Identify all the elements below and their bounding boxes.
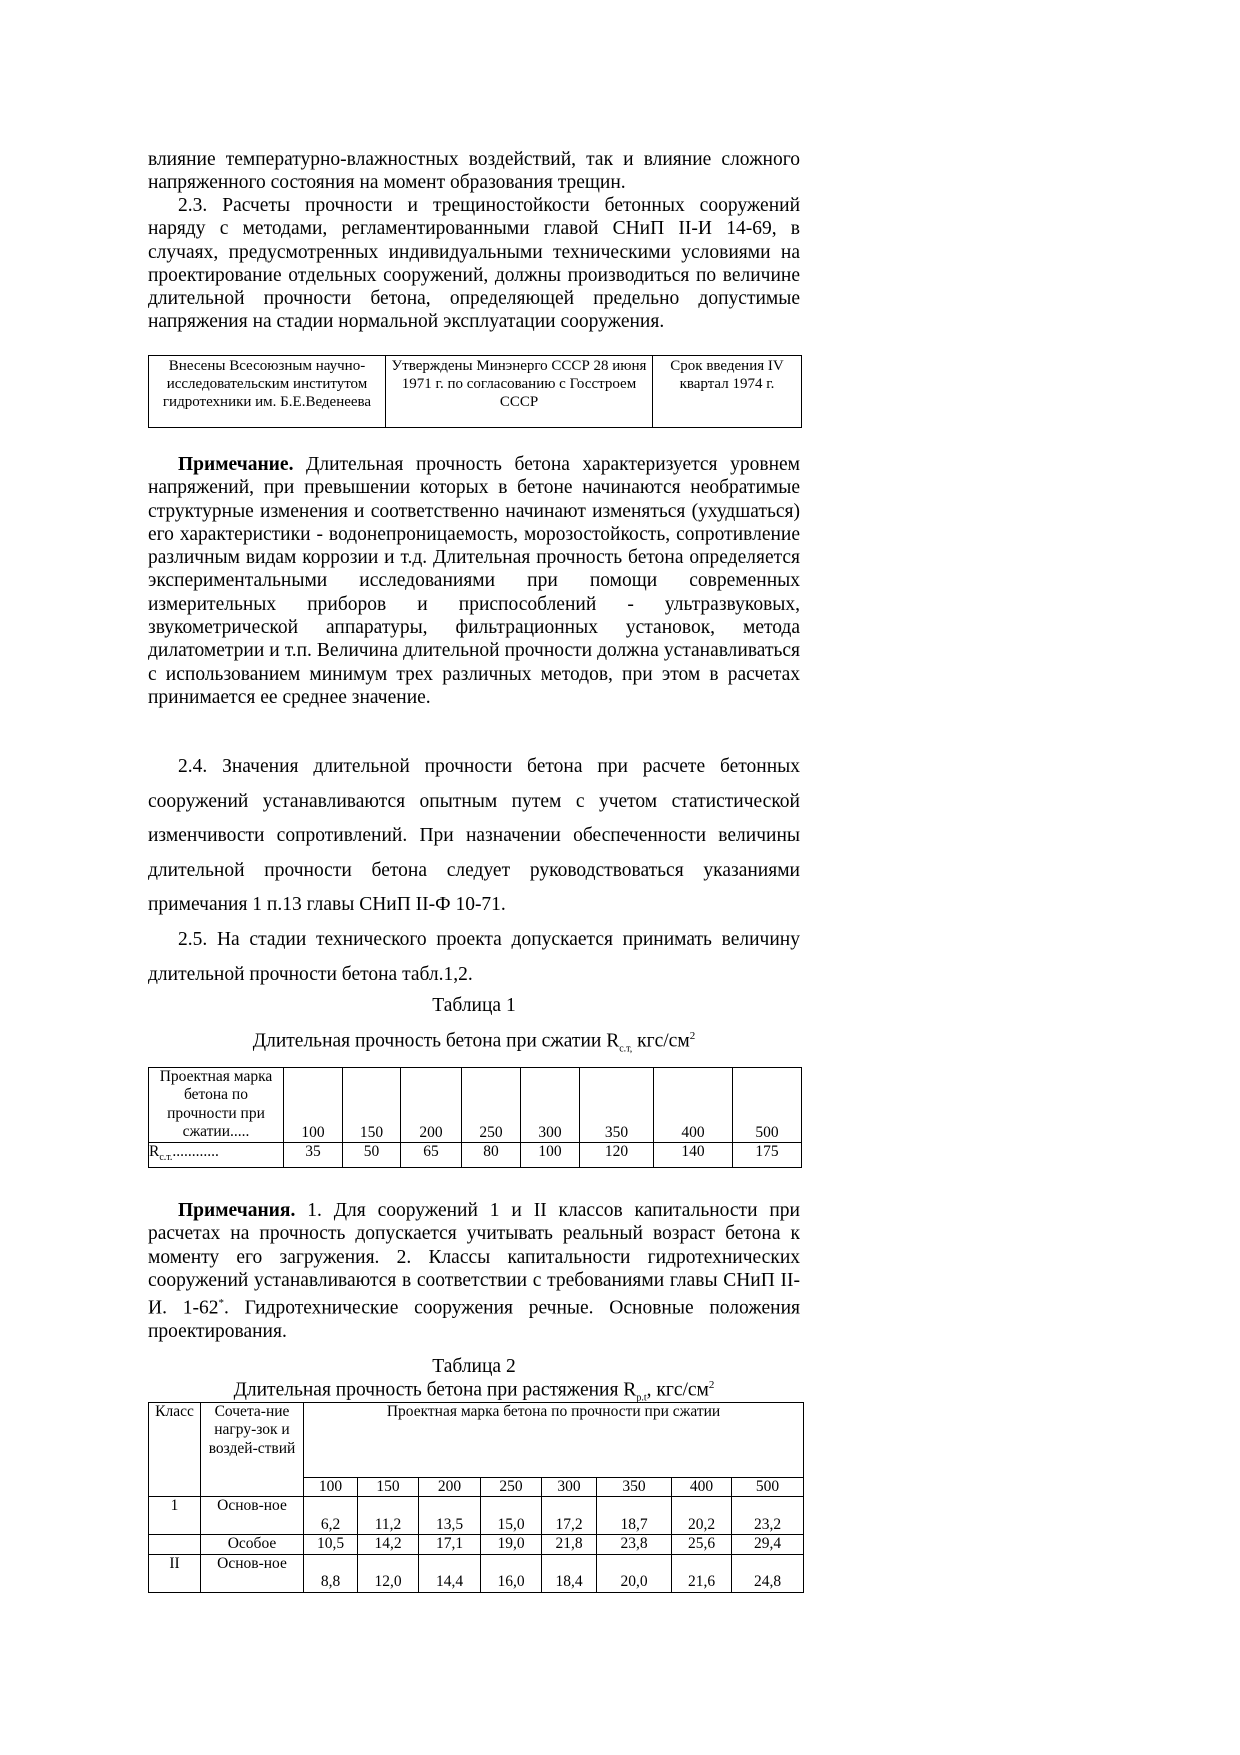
- table-row: [149, 1554, 804, 1592]
- table-1-title-text: Длительная прочность бетона при сжатии R: [252, 1030, 620, 1052]
- paragraph-2-3: 2.3. Расчеты прочности и трещиностойкости бетонных сооружений наряду с методами, регламентированными главой СНиП II-И 14-69, в случаях, предусмотренных индивидуальными техническими условиями на проектирование отдельных сооружений, должны производиться по величине длительной прочности бетона, определяющей предельно допустимые напряжения на стадии нормальной эксплуатации сооружения.: [148, 195, 800, 333]
- table-1-value: 35: [284, 1143, 343, 1168]
- table-2-title-sub: p.t: [636, 1392, 647, 1404]
- table-1-title-sup: 2: [689, 1030, 696, 1042]
- note-2-text-a: 1. Для сооружений 1 и II классов капитальности при расчетах на прочность допускается учитывать реальный возраст бетона к моменту его загружения. 2. Классы капитальности гидротехнических сооружений устанавливаются в соответствии с требованиями главы СНиП II-И. 1-62: [148, 1200, 800, 1319]
- table-2-value: 6,2: [304, 1497, 358, 1535]
- table-2-value: 20,2: [672, 1497, 732, 1535]
- table-2-title-sup: 2: [708, 1379, 715, 1391]
- table-2-class-cell: II: [149, 1554, 201, 1592]
- table-2-title-unit: , кгс/см: [646, 1379, 709, 1401]
- table-2-value: 20,0: [597, 1554, 672, 1592]
- table-2-value: 23,2: [732, 1497, 804, 1535]
- header-effective-date: Срок введения IV квартал 1974 г.: [653, 356, 802, 428]
- table-2-class-cell: [149, 1535, 201, 1554]
- table-1-grade: 250: [462, 1068, 521, 1143]
- table-1-header-row: [149, 1068, 802, 1143]
- table-2-value: 18,7: [597, 1497, 672, 1535]
- note-1-label: Примечание.: [178, 454, 294, 475]
- table-2-value: 12,0: [358, 1554, 419, 1592]
- table-1-title: [148, 1030, 800, 1054]
- table-2: [148, 1402, 804, 1593]
- table-1-value: 120: [580, 1143, 654, 1168]
- table-2-value: 25,6: [672, 1535, 732, 1554]
- table-2-grade: 200: [419, 1478, 481, 1497]
- table-2-class-cell: 1: [149, 1497, 201, 1535]
- table-row: [149, 1535, 804, 1554]
- note-2: [148, 1199, 800, 1343]
- table-2-value: 24,8: [732, 1554, 804, 1592]
- note-2-text-b: . Гидротехнические сооружения речные. Основные положения проектирования.: [148, 1297, 800, 1342]
- table-2-value: 19,0: [481, 1535, 542, 1554]
- table-1-head-label: Проектная марка бетона по прочности при сжатии.....: [149, 1068, 284, 1143]
- table-2-value: 21,8: [542, 1535, 597, 1554]
- table-2-value: 14,2: [358, 1535, 419, 1554]
- table-2-value: 8,8: [304, 1554, 358, 1592]
- table-1-value: 65: [401, 1143, 462, 1168]
- table-2-head-grade: Проектная марка бетона по прочности при сжатии: [304, 1403, 804, 1478]
- table-2-grade: 400: [672, 1478, 732, 1497]
- table-1-grade: 200: [401, 1068, 462, 1143]
- table-1-value-row: [149, 1143, 802, 1168]
- table-2-grade: 300: [542, 1478, 597, 1497]
- table-1-value: 140: [654, 1143, 733, 1168]
- table-2-value: 17,1: [419, 1535, 481, 1554]
- table-1-title-unit: кгс/см: [632, 1030, 690, 1052]
- table-2-value: 18,4: [542, 1554, 597, 1592]
- table-1-row-label: $R_{с.т.}$............: [149, 1143, 284, 1168]
- table-2-combination-cell: Особое: [201, 1535, 304, 1554]
- table-1-number: Таблица 1: [432, 995, 516, 1016]
- note-2-label: Примечания.: [178, 1200, 296, 1221]
- table-1-value: 50: [343, 1143, 401, 1168]
- table-1-grade: 400: [654, 1068, 733, 1143]
- table-2-grade: 100: [304, 1478, 358, 1497]
- table-2-header-row: [149, 1403, 804, 1478]
- table-1-grade: 150: [343, 1068, 401, 1143]
- table-2-grade: 500: [732, 1478, 804, 1497]
- header-approved-by: Утверждены Минэнерго СССР 28 июня 1971 г. по согласованию с Госстроем СССР: [386, 356, 653, 428]
- table-1-grade: 500: [733, 1068, 802, 1143]
- table-2-combination-cell: Основ-ное: [201, 1497, 304, 1535]
- table-2-value: 23,8: [597, 1535, 672, 1554]
- table-2-grade: 350: [597, 1478, 672, 1497]
- table-1-grade: 300: [521, 1068, 580, 1143]
- table-2-number: Таблица 2: [432, 1356, 516, 1377]
- note-1-text: Длительная прочность бетона характеризуется уровнем напряжений, при превышении которых в бетоне начинаются необратимые структурные изменения и соответственно начинают изменяться (ухудшаться) его характеристики - водонепроницаемость, морозостойкость, сопротивление различным видам коррозии и т.д. Длительная прочность бетона определяется экспериментальными исследованиями при помощи современных измерительных приборов и приспособлений - ультразвуковых, звукометрической аппаратуры, фильтрационных установок, метода дилатометрии и т.п. Величина длительной прочности должна устанавливаться с использованием минимум трех различных методов, при этом в расчетах принимается ее среднее значение.: [148, 454, 800, 708]
- table-1-value: 175: [733, 1143, 802, 1168]
- header-info-table: [148, 355, 802, 428]
- header-introduced-by: Внесены Всесоюзным научно-исследовательским институтом гидротехники им. Б.Е.Веденеева: [149, 356, 386, 428]
- note-2-sup: *: [218, 1297, 224, 1310]
- table-2-value: 15,0: [481, 1497, 542, 1535]
- table-1-grade: 350: [580, 1068, 654, 1143]
- intro-continuation: влияние температурно-влажностных воздействий, так и влияние сложного напряженного состояния на момент образования трещин.: [148, 149, 800, 194]
- table-2-value: 21,6: [672, 1554, 732, 1592]
- table-2-title-text: Длительная прочность бетона при растяжения R: [233, 1379, 637, 1401]
- table-2-value: 11,2: [358, 1497, 419, 1535]
- table-2-grade: 150: [358, 1478, 419, 1497]
- table-2-value: 14,4: [419, 1554, 481, 1592]
- table-2-value: 17,2: [542, 1497, 597, 1535]
- paragraph-2-4: 2.4. Значения длительной прочности бетона при расчете бетонных сооружений устанавливаются опытным путем с учетом статистической изменчивости сопротивлений. При назначении обеспеченности величины длительной прочности бетона следует руководствоваться указаниями примечания 1 п.13 главы СНиП II-Ф 10-71.: [148, 756, 800, 915]
- note-1: [148, 453, 800, 709]
- table-2-value: 10,5: [304, 1535, 358, 1554]
- table-1: [148, 1067, 802, 1168]
- table-2-grade: 250: [481, 1478, 542, 1497]
- table-2-head-combination: Сочета-ние нагру-зок и воздей-ствий: [201, 1403, 304, 1497]
- table-2-head-class: Класс: [149, 1403, 201, 1497]
- table-2-value: 13,5: [419, 1497, 481, 1535]
- paragraph-2-5: 2.5. На стадии технического проекта допускается принимать величину длительной прочности бетона табл.1,2.: [148, 929, 800, 985]
- table-1-value: 100: [521, 1143, 580, 1168]
- table-1-value: 80: [462, 1143, 521, 1168]
- table-1-grade: 100: [284, 1068, 343, 1143]
- table-2-value: 16,0: [481, 1554, 542, 1592]
- table-2-value: 29,4: [732, 1535, 804, 1554]
- table-2-title: [148, 1379, 800, 1403]
- table-row: [149, 1497, 804, 1535]
- table-2-combination-cell: Основ-ное: [201, 1554, 304, 1592]
- table-1-title-sub: с.т,: [619, 1043, 633, 1055]
